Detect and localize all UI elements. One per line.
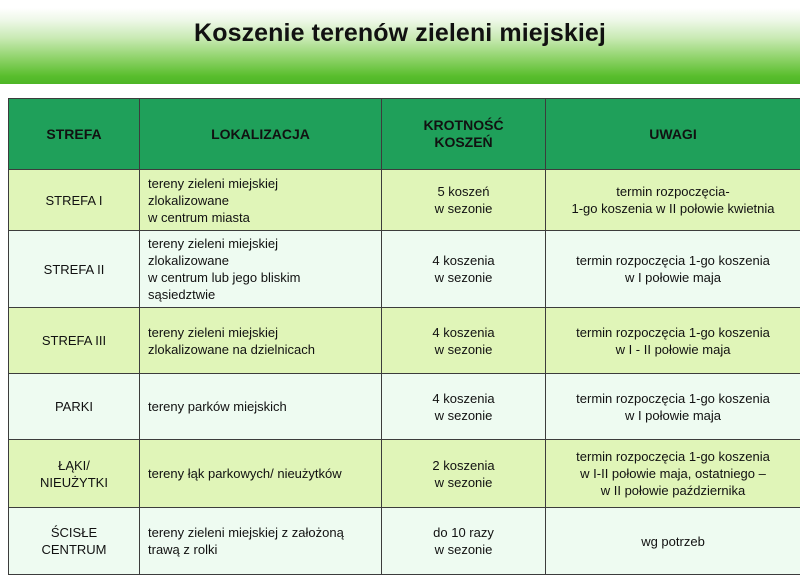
table-row <box>9 308 800 374</box>
cell-strefa: ŚCISŁE CENTRUM <box>9 508 140 575</box>
mowing-schedule-table <box>8 98 800 575</box>
cell-strefa: STREFA I <box>9 170 140 231</box>
cell-lokalizacja: tereny zieleni miejskiej zlokalizowane w centrum lub jego bliskim sąsiedztwie <box>140 231 382 308</box>
table-row <box>9 508 800 575</box>
cell-krotnosc: 2 koszenia w sezonie <box>382 440 546 508</box>
cell-uwagi: termin rozpoczęcia 1-go koszenia w I połowie maja <box>546 231 800 308</box>
cell-strefa: STREFA III <box>9 308 140 374</box>
table-row <box>9 374 800 440</box>
cell-strefa: PARKI <box>9 374 140 440</box>
cell-lokalizacja: tereny zieleni miejskiej zlokalizowane na dzielnicach <box>140 308 382 374</box>
cell-krotnosc: 4 koszenia w sezonie <box>382 308 546 374</box>
header-uwagi: UWAGI <box>546 99 800 170</box>
cell-krotnosc: 4 koszenia w sezonie <box>382 374 546 440</box>
cell-krotnosc: do 10 razy w sezonie <box>382 508 546 575</box>
title-banner <box>0 0 800 84</box>
cell-uwagi: termin rozpoczęcia 1-go koszenia w I - II połowie maja <box>546 308 800 374</box>
table-header-row <box>9 99 800 170</box>
cell-uwagi: termin rozpoczęcia 1-go koszenia w I połowie maja <box>546 374 800 440</box>
cell-uwagi: termin rozpoczęcia- 1-go koszenia w II połowie kwietnia <box>546 170 800 231</box>
cell-krotnosc: 4 koszenia w sezonie <box>382 231 546 308</box>
table-row <box>9 170 800 231</box>
cell-uwagi: termin rozpoczęcia 1-go koszenia w I-II połowie maja, ostatniego – w II połowie października <box>546 440 800 508</box>
table-row <box>9 231 800 308</box>
header-strefa: STREFA <box>9 99 140 170</box>
header-lokalizacja: LOKALIZACJA <box>140 99 382 170</box>
cell-strefa: STREFA II <box>9 231 140 308</box>
page-title: Koszenie terenów zieleni miejskiej <box>194 19 606 47</box>
cell-strefa: ŁĄKI/ NIEUŻYTKI <box>9 440 140 508</box>
cell-lokalizacja: tereny parków miejskich <box>140 374 382 440</box>
cell-lokalizacja: tereny łąk parkowych/ nieużytków <box>140 440 382 508</box>
header-krotnosc-koszen: KROTNOŚĆ KOSZEŃ <box>382 99 546 170</box>
cell-uwagi: wg potrzeb <box>546 508 800 575</box>
cell-lokalizacja: tereny zieleni miejskiej zlokalizowane w centrum miasta <box>140 170 382 231</box>
cell-lokalizacja: tereny zieleni miejskiej z założoną trawą z rolki <box>140 508 382 575</box>
table-row <box>9 440 800 508</box>
cell-krotnosc: 5 koszeń w sezonie <box>382 170 546 231</box>
